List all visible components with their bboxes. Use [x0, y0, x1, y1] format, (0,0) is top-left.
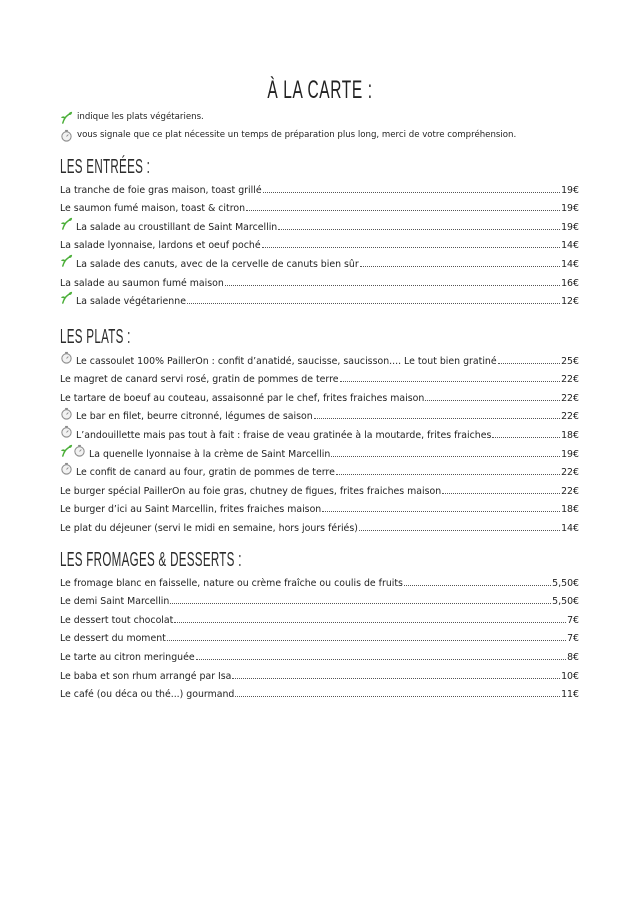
legend-text: indique les plats végétariens. [77, 112, 204, 122]
dot-leader [167, 639, 566, 641]
item-price: 14€ [561, 240, 579, 252]
item-name: La salade végétarienne [76, 296, 186, 308]
section-title-desserts: LES FROMAGES & DESSERTS : [60, 549, 242, 571]
menu-item [60, 460, 579, 479]
item-price: 22€ [561, 467, 579, 479]
menu-item [60, 367, 579, 386]
item-name: Le burger spécial PaillerOn au foie gras, chutney de figues, frites fraiches maison [60, 485, 442, 497]
item-price: 25€ [561, 355, 579, 367]
menu-item [60, 515, 579, 534]
item-price: 19€ [561, 448, 579, 460]
menu-item [60, 233, 579, 252]
item-name: L’andouillette mais pas tout à fait : fraise de veau gratinée à la moutarde, frites fraiches [76, 429, 492, 441]
timer-icon [60, 462, 73, 475]
item-price: 5,50€ [552, 596, 579, 608]
legend-text: vous signale que ce plat nécessite un temps de préparation plus long, merci de votre compréhension. [77, 130, 517, 140]
dot-leader [174, 621, 566, 623]
item-name: Le dessert du moment [60, 633, 166, 645]
menu-item [60, 607, 579, 626]
dot-leader [196, 658, 566, 660]
dot-leader [340, 380, 561, 382]
sprout-icon [60, 111, 73, 124]
menu-item [60, 422, 579, 441]
dot-leader [314, 417, 560, 419]
desserts-list [60, 570, 579, 700]
item-icons [60, 425, 73, 438]
item-price: 8€ [567, 651, 579, 663]
item-name: Le burger d’ici au Saint Marcellin, frites fraiches maison [60, 504, 322, 516]
item-name: Le bar en filet, beurre citronné, légumes de saison [76, 411, 313, 423]
item-name: Le cassoulet 100% PaillerOn : confit d’anatidé, saucisse, saucisson.... Le tout bien gratiné [76, 355, 497, 367]
item-name: Le demi Saint Marcellin [60, 596, 170, 608]
item-price: 14€ [561, 522, 579, 534]
item-price: 7€ [567, 614, 579, 626]
sprout-icon [60, 254, 73, 267]
item-price: 19€ [561, 203, 579, 215]
item-name: Le saumon fumé maison, toast & citron [60, 203, 246, 215]
dot-leader [404, 584, 551, 586]
section-title-plats: LES PLATS : [60, 326, 131, 348]
menu-item [60, 644, 579, 663]
dot-leader [498, 362, 560, 364]
timer-icon [60, 351, 73, 364]
dot-leader [225, 284, 560, 286]
item-price: 19€ [561, 184, 579, 196]
dot-leader [235, 695, 560, 697]
item-price: 5,50€ [552, 577, 579, 589]
page-title: À LA CARTE : [267, 76, 373, 104]
sprout-icon [60, 444, 73, 457]
dot-leader [322, 510, 560, 512]
menu-item [60, 385, 579, 404]
item-name: Le café (ou déca ou thé...) gourmand [60, 689, 235, 701]
item-name: Le tarte au citron meringuée [60, 651, 195, 663]
dot-leader [187, 302, 560, 304]
item-price: 18€ [561, 429, 579, 441]
menu-item [60, 589, 579, 608]
menu-item [60, 682, 579, 701]
dot-leader [170, 602, 551, 604]
item-icons [60, 444, 86, 457]
dot-leader [492, 436, 560, 438]
item-price: 14€ [561, 258, 579, 270]
item-price: 22€ [561, 411, 579, 423]
section-title-entrees: LES ENTRÉES : [60, 156, 151, 178]
item-name: Le magret de canard servi rosé, gratin de pommes de terre [60, 374, 339, 386]
item-name: La salade lyonnaise, lardons et oeuf poché [60, 240, 261, 252]
menu-item [60, 497, 579, 516]
dot-leader [262, 246, 561, 248]
menu-item [60, 196, 579, 215]
menu-item [60, 478, 579, 497]
timer-icon [73, 444, 86, 457]
legend-vegetarian [60, 110, 204, 124]
menu-item [60, 214, 579, 233]
item-icons [60, 462, 73, 475]
dot-leader [263, 191, 560, 193]
menu-item [60, 570, 579, 589]
item-price: 12€ [561, 296, 579, 308]
menu-item [60, 251, 579, 270]
dot-leader [331, 455, 560, 457]
sprout-icon [60, 217, 73, 230]
item-name: Le tartare de boeuf au couteau, assaisonné par le chef, frites fraiches maison [60, 392, 425, 404]
item-icons [60, 291, 73, 304]
item-price: 10€ [561, 670, 579, 682]
item-name: Le dessert tout chocolat [60, 614, 174, 626]
menu-item [60, 404, 579, 423]
item-icons [60, 217, 73, 230]
item-price: 11€ [561, 689, 579, 701]
item-name: Le plat du déjeuner (servi le midi en semaine, hors jours fériés) [60, 522, 358, 534]
item-name: La tranche de foie gras maison, toast grillé [60, 184, 262, 196]
menu-item [60, 177, 579, 196]
plats-list [60, 348, 579, 534]
dot-leader [278, 228, 560, 230]
item-price: 22€ [561, 392, 579, 404]
dot-leader [359, 529, 560, 531]
timer-icon [60, 425, 73, 438]
item-price: 19€ [561, 221, 579, 233]
item-name: Le fromage blanc en faisselle, nature ou crème fraîche ou coulis de fruits [60, 577, 403, 589]
dot-leader [232, 677, 560, 679]
dot-leader [425, 399, 560, 401]
menu-item [60, 663, 579, 682]
item-price: 18€ [561, 504, 579, 516]
timer-icon [60, 407, 73, 420]
entrees-list [60, 177, 579, 307]
item-price: 22€ [561, 485, 579, 497]
dot-leader [246, 209, 560, 211]
dot-leader [336, 473, 560, 475]
item-price: 22€ [561, 374, 579, 386]
item-icons [60, 407, 73, 420]
item-price: 7€ [567, 633, 579, 645]
legend-timer [60, 128, 516, 142]
timer-icon [60, 129, 73, 142]
menu-item [60, 441, 579, 460]
item-name: La salade au croustillant de Saint Marcellin [76, 221, 278, 233]
item-name: La quenelle lyonnaise à la crème de Saint Marcellin [89, 448, 331, 460]
menu-item [60, 289, 579, 308]
dot-leader [442, 492, 560, 494]
item-name: La salade des canuts, avec de la cervelle de canuts bien sûr [76, 258, 359, 270]
dot-leader [360, 265, 560, 267]
menu-item [60, 626, 579, 645]
sprout-icon [60, 291, 73, 304]
item-icons [60, 351, 73, 364]
item-name: Le confit de canard au four, gratin de pommes de terre [76, 467, 335, 479]
menu-item [60, 348, 579, 367]
item-name: La salade au saumon fumé maison [60, 277, 224, 289]
item-price: 16€ [561, 277, 579, 289]
menu-item [60, 270, 579, 289]
item-name: Le baba et son rhum arrangé par Isa [60, 670, 232, 682]
item-icons [60, 254, 73, 267]
